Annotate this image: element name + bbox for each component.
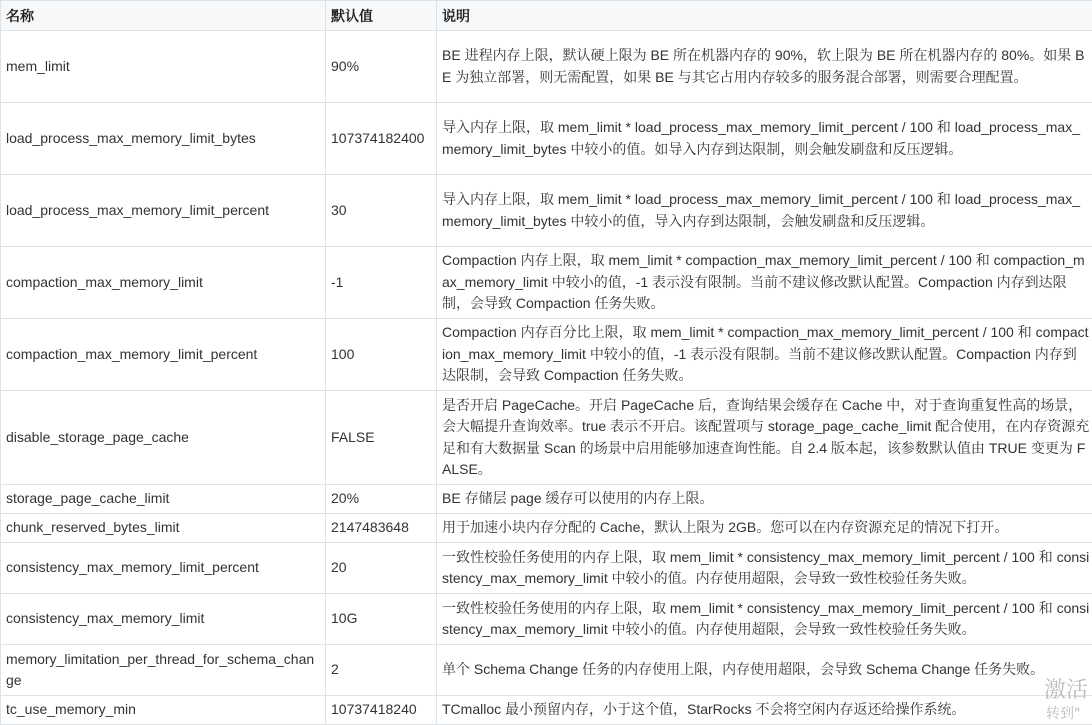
table-row: [1, 696, 1092, 725]
table-row: [1, 514, 1092, 543]
param-default: 2147483648: [326, 514, 437, 543]
param-name: consistency_max_memory_limit: [1, 594, 326, 645]
param-description: 导入内存上限，取 mem_limit * load_process_max_memory_limit_percent / 100 和 load_process_max_memory_limit_bytes 中较小的值。如导入内存到达限制，则会触发刷盘和反压逻辑。: [437, 103, 1092, 175]
param-name: disable_storage_page_cache: [1, 391, 326, 485]
param-description: TCmalloc 最小预留内存，小于这个值，StarRocks 不会将空闲内存返还给操作系统。: [437, 696, 1092, 725]
table-row: [1, 543, 1092, 594]
param-default: 10737418240: [326, 696, 437, 725]
param-description: 一致性校验任务使用的内存上限，取 mem_limit * consistency_max_memory_limit_percent / 100 和 consistency_max_memory_limit 中较小的值。内存使用超限，会导致一致性校验任务失败。: [437, 543, 1092, 594]
watermark-line1: 激活: [1044, 678, 1088, 704]
param-default: 10G: [326, 594, 437, 645]
param-default: 100: [326, 319, 437, 391]
param-default: 107374182400: [326, 103, 437, 175]
table-row: [1, 645, 1092, 696]
param-name: load_process_max_memory_limit_bytes: [1, 103, 326, 175]
param-name: compaction_max_memory_limit: [1, 247, 326, 319]
param-description: Compaction 内存上限，取 mem_limit * compaction_max_memory_limit_percent / 100 和 compaction_max_memory_limit 中较小的值，-1 表示没有限制。当前不建议修改默认配置。Compaction 内存到达限制，会导致 Compaction 任务失败。: [437, 247, 1092, 319]
param-name: tc_use_memory_min: [1, 696, 326, 725]
table-row: [1, 31, 1092, 103]
param-default: -1: [326, 247, 437, 319]
param-description: 单个 Schema Change 任务的内存使用上限，内存使用超限，会导致 Schema Change 任务失败。: [437, 645, 1092, 696]
param-description: BE 进程内存上限，默认硬上限为 BE 所在机器内存的 90%，软上限为 BE 所在机器内存的 80%。如果 BE 为独立部署，则无需配置，如果 BE 与其它占用内存较多的服务混合部署，则需要合理配置。: [437, 31, 1092, 103]
param-description: BE 存储层 page 缓存可以使用的内存上限。: [437, 485, 1092, 514]
header-default: 默认值: [326, 1, 437, 31]
param-name: compaction_max_memory_limit_percent: [1, 319, 326, 391]
param-name: consistency_max_memory_limit_percent: [1, 543, 326, 594]
table-row: [1, 594, 1092, 645]
param-description: Compaction 内存百分比上限，取 mem_limit * compaction_max_memory_limit_percent / 100 和 compaction_max_memory_limit 中较小的值，-1 表示没有限制。当前不建议修改默认配置。Compaction 内存到达限制，会导致 Compaction 任务失败。: [437, 319, 1092, 391]
param-default: 20: [326, 543, 437, 594]
param-description: 是否开启 PageCache。开启 PageCache 后，查询结果会缓存在 Cache 中，对于查询重复性高的场景，会大幅提升查询效率。true 表示不开启。该配置项与 storage_page_cache_limit 配合使用，在内存资源充足和有大数据量 Scan 的场景中启用能够加速查询性能。自 2.4 版本起，该参数默认值由 TRUE 变更为 FALSE。: [437, 391, 1092, 485]
header-name: 名称: [1, 1, 326, 31]
header-description: 说明: [437, 1, 1092, 31]
table-row: [1, 391, 1092, 485]
table-row: [1, 103, 1092, 175]
watermark-line2: 转到": [1046, 705, 1080, 723]
param-name: storage_page_cache_limit: [1, 485, 326, 514]
param-default: FALSE: [326, 391, 437, 485]
table-row: [1, 175, 1092, 247]
param-name: load_process_max_memory_limit_percent: [1, 175, 326, 247]
param-default: 2: [326, 645, 437, 696]
param-default: 20%: [326, 485, 437, 514]
table-row: [1, 319, 1092, 391]
table-row: [1, 247, 1092, 319]
param-name: chunk_reserved_bytes_limit: [1, 514, 326, 543]
param-description: 一致性校验任务使用的内存上限，取 mem_limit * consistency_max_memory_limit_percent / 100 和 consistency_max_memory_limit 中较小的值。内存使用超限，会导致一致性校验任务失败。: [437, 594, 1092, 645]
param-description: 用于加速小块内存分配的 Cache，默认上限为 2GB。您可以在内存资源充足的情况下打开。: [437, 514, 1092, 543]
param-description: 导入内存上限，取 mem_limit * load_process_max_memory_limit_percent / 100 和 load_process_max_memory_limit_bytes 中较小的值，导入内存到达限制，会触发刷盘和反压逻辑。: [437, 175, 1092, 247]
param-name: memory_limitation_per_thread_for_schema_change: [1, 645, 326, 696]
table-header-row: [1, 1, 1092, 31]
param-default: 30: [326, 175, 437, 247]
activation-watermark: [1040, 678, 1092, 724]
table-row: [1, 485, 1092, 514]
param-default: 90%: [326, 31, 437, 103]
param-name: mem_limit: [1, 31, 326, 103]
